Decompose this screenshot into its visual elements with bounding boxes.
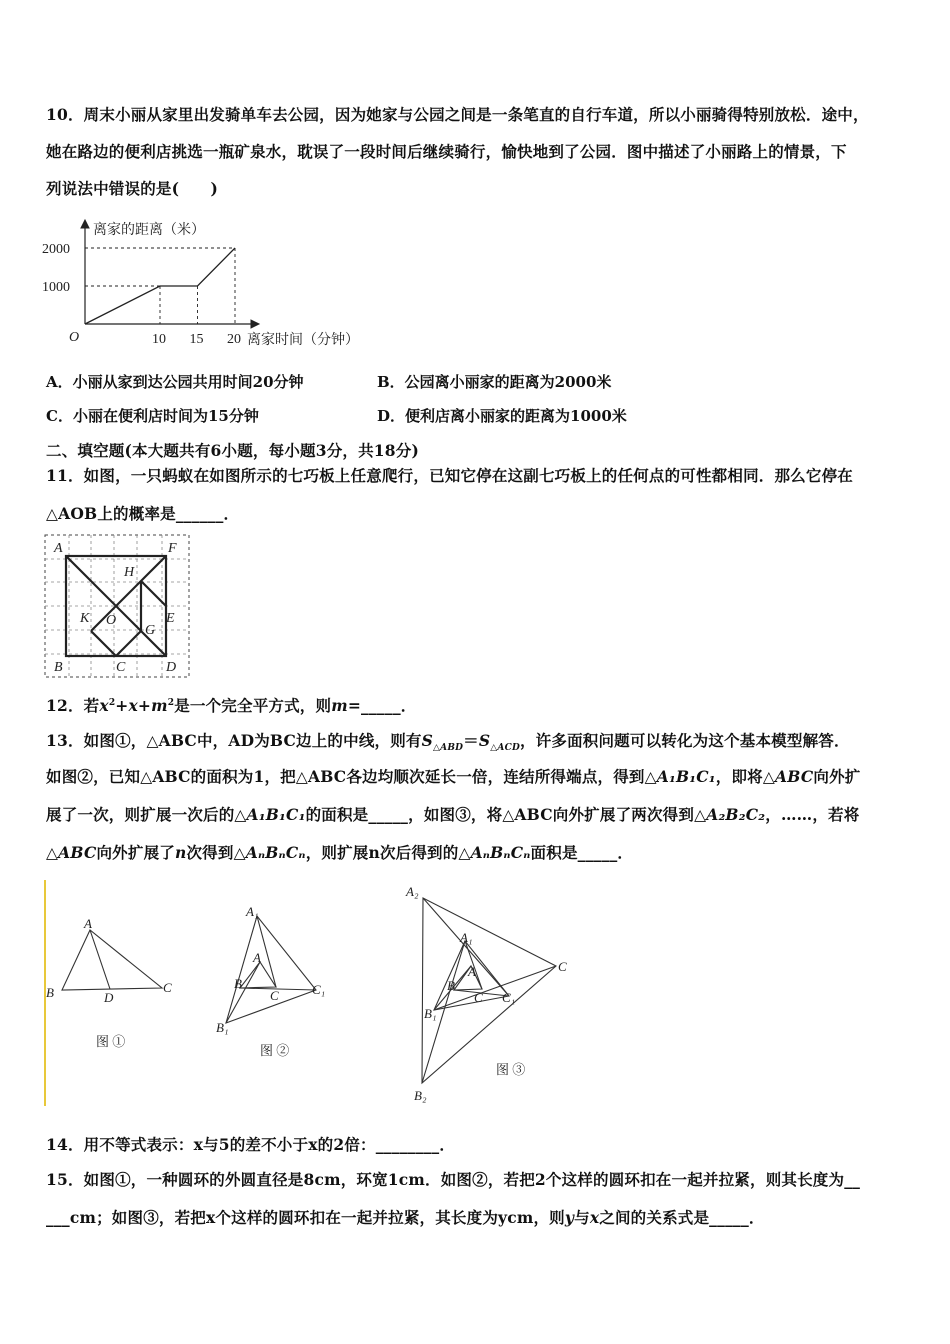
q12-prefix: 12．若 — [46, 696, 100, 715]
q11-tangram-figure — [44, 534, 192, 680]
fig3-label-a: A — [468, 964, 476, 979]
q13-p4a: △ — [46, 843, 59, 862]
fig2-label-c1: C₁ — [312, 982, 326, 997]
q13-line-3 — [46, 803, 859, 825]
q10-distance-time-chart — [40, 210, 400, 355]
fig1-label-a: A — [84, 916, 92, 931]
q12-plus-x: +x+ — [115, 696, 152, 715]
q13-abc-it: ABC — [775, 767, 814, 786]
tangram-label-b: B — [54, 660, 63, 675]
q12-suffix: 是一个完全平方式，则 — [174, 696, 332, 715]
q13-sub-abd: △ABD — [433, 743, 464, 754]
y-axis-arrow — [81, 220, 89, 228]
q13-tri-a1-first: A₁B₁C₁ — [656, 767, 716, 786]
q13-s-acd: S — [478, 731, 491, 750]
q14-line: 14．用不等式表示：x与5的差不小于x的2倍：________． — [46, 1135, 456, 1154]
q12-m-exponent: 2 — [167, 697, 175, 708]
q13-p4d: ，则扩展n次后得到的△ — [305, 843, 471, 862]
fig3-caption: 图 ③ — [496, 1062, 526, 1077]
q10-line-1: 10．周末小丽从家里出发骑单车去公园，因为她家与公园之间是一条笔直的自行车道，所以小丽骑得特别放松．途中， — [46, 105, 869, 124]
q13-abc-it-2: ABC — [58, 843, 97, 862]
tangram-label-f: F — [168, 541, 177, 556]
fig2-caption: 图 ② — [260, 1043, 290, 1058]
fig3-label-a1: A₁ — [460, 930, 473, 945]
fig1-caption: 图 ① — [96, 1034, 126, 1049]
q13-p2c: 向外扩 — [813, 767, 861, 786]
x-axis-arrow — [251, 320, 259, 328]
section-2-heading: 二、填空题(本大题共有6小题，每小题3分，共18分) — [46, 441, 420, 460]
q15-line2b: 之间的关系式是_____． — [599, 1208, 765, 1227]
fig3-label-c1: C₁ — [502, 990, 516, 1005]
q15-line2a: ___cm；如图③，若把x个这样的圆环扣在一起并拉紧，其长度为ycm，则 — [46, 1208, 565, 1227]
q13-p3c: ，……，若将 — [765, 805, 860, 824]
q11-line-2: △AOB上的概率是______． — [46, 504, 240, 523]
fig3-label-c-outer: C — [558, 959, 567, 974]
y-axis-title: 离家的距离（米） — [93, 223, 205, 238]
q15-y: y — [564, 1208, 575, 1227]
q13-p1a: 13．如图①，△ABC中，AD为BC边上的中线，则有 — [46, 731, 422, 750]
q13-tri-an-2: AₙBₙCₙ — [470, 843, 531, 862]
x-axis-title: 离家时间（分钟） — [247, 333, 359, 348]
fig2-label-b: B — [234, 976, 242, 991]
tangram-label-e: E — [166, 611, 175, 626]
q13-line-2 — [46, 765, 860, 787]
x-tick-label: 10 — [152, 332, 166, 347]
q13-eq: ＝ — [463, 731, 479, 750]
tangram-label-d: D — [166, 660, 177, 675]
q13-tri-a2: A₂B₂C₂ — [706, 805, 766, 824]
q13-p3a: 展了一次，则扩展一次后的△ — [46, 805, 247, 824]
q15-line-1: 15．如图①，一种圆环的外圆直径是8cm，环宽1cm．如图②，若把2个这样的圆环扣在一起并拉紧，则其长度为__ — [46, 1170, 861, 1189]
fig3-label-b: B — [447, 978, 455, 993]
q12-x: x — [99, 696, 109, 715]
q10-option-a: A．小丽从家到达公园共用时间20分钟 — [46, 373, 304, 391]
q13-p1b: ，许多面积问题可以转化为这个基本模型解答． — [519, 731, 850, 750]
fig3-label-b2: B₂ — [414, 1088, 427, 1103]
fig3-label-a2: A₂ — [406, 884, 419, 899]
fig2-label-a: A — [253, 950, 261, 965]
q11-line-1: 11．如图，一只蚂蚁在如图所示的七巧板上任意爬行，已知它停在这副七巧板上的任何点的可性都相同．那么它停在 — [46, 466, 853, 485]
q13-p2a: 如图②，已知△ABC的面积为1，把△ABC各边均顺次延长一倍，连结所得端点，得到△ — [46, 767, 657, 786]
origin-label: O — [69, 330, 80, 345]
fig3-label-b1: B₁ — [424, 1006, 437, 1021]
q13-n: n — [175, 843, 187, 862]
fig2-label-a1: A₁ — [246, 904, 259, 919]
fig1-label-b: B — [46, 985, 54, 1000]
q15-mid: 与 — [574, 1208, 590, 1227]
q13-sub-acd: △ACD — [490, 743, 520, 754]
q10-option-d: D．便利店离小丽家的距离为1000米 — [377, 407, 627, 425]
fig3-label-c: C — [474, 990, 483, 1005]
tangram-label-o: O — [106, 613, 117, 628]
q13-p4e: 面积是_____． — [530, 843, 634, 862]
q13-s-abd: S — [421, 731, 434, 750]
q13-p4c: 次得到△ — [186, 843, 246, 862]
q13-p4b: 向外扩展了 — [96, 843, 175, 862]
q13-figures — [44, 878, 604, 1110]
q13-tri-a1-second: A₁B₁C₁ — [246, 805, 306, 824]
q12-blank: _____． — [361, 696, 417, 715]
q13-p2b: ，即将△ — [715, 767, 776, 786]
tangram-label-h: H — [124, 565, 135, 580]
fig1-label-d: D — [104, 990, 114, 1005]
q12-m: m — [151, 696, 168, 715]
q10-option-b: B．公园离小丽家的距离为2000米 — [377, 373, 612, 391]
q10-line-3: 列说法中错误的是( ) — [46, 179, 219, 198]
q12-x-exponent: 2 — [108, 697, 116, 708]
fig2-label-c: C — [270, 988, 279, 1003]
tangram-label-g: G — [145, 623, 156, 638]
q10-option-c: C．小丽在便利店时间为15分钟 — [46, 407, 259, 425]
x-tick-label: 20 — [227, 332, 241, 347]
q10-line-2: 她在路边的便利店挑选一瓶矿泉水，耽误了一段时间后继续骑行，愉快地到了公园．图中描述了小丽路上的情景，下 — [46, 142, 847, 161]
q15-line-2 — [46, 1206, 765, 1228]
tangram-label-c: C — [116, 660, 126, 675]
q13-line-4 — [46, 841, 633, 863]
q12-line — [46, 694, 416, 716]
q13-p3b: 的面积是_____，如图③，将△ABC向外扩展了两次得到△ — [305, 805, 707, 824]
q13-line-1 — [46, 729, 850, 753]
tangram-label-k: K — [80, 611, 90, 626]
y-tick-label: 2000 — [42, 242, 70, 257]
q13-tri-an: AₙBₙCₙ — [245, 843, 306, 862]
tangram-label-a: A — [54, 541, 63, 556]
fig2-label-b1: B₁ — [216, 1020, 229, 1035]
fig1-label-c: C — [163, 980, 172, 995]
y-tick-label: 1000 — [42, 280, 70, 295]
q15-x: x — [589, 1208, 600, 1227]
q12-m-eq: m= — [331, 696, 362, 715]
x-tick-label: 15 — [189, 332, 204, 347]
